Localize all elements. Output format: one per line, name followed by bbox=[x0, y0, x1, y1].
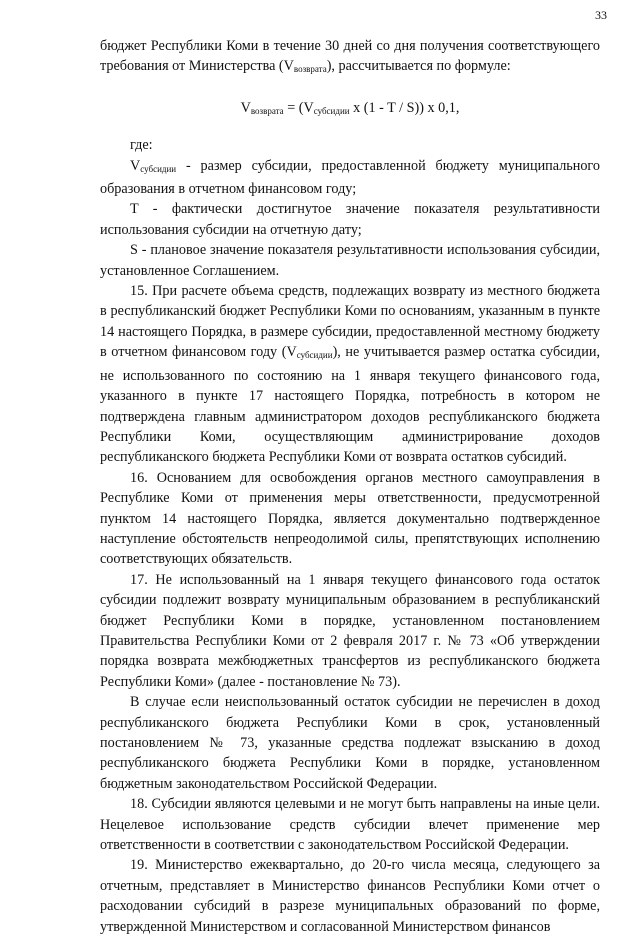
p15-subscript: субсидии bbox=[296, 350, 333, 361]
where-label: где: bbox=[130, 137, 153, 154]
intro-text: бюджет Республики Коми в течение 30 дней со дня получения соответствующего требования от Министерства (V bbox=[100, 38, 600, 75]
paragraph-17: 17. Не использованный на 1 января текущего финансового года остаток субсидии подлежит возврату муниципальным образованием в республиканский бюджет Республики Коми в порядке, установленном постановлением Правительства Республики Коми от 2 февраля 2017 г. № 73 «Об утверждении порядка возврата межбюджетных трансфертов из республиканского бюджета Республики Коми» (далее - постановление № 73). bbox=[100, 571, 600, 690]
formula bbox=[100, 98, 600, 121]
formula-sub-subsidy: субсидии bbox=[313, 105, 350, 116]
intro-subscript: возврата bbox=[293, 64, 327, 75]
formula-sub-return: возврата bbox=[250, 105, 284, 116]
formula-v: V bbox=[240, 99, 251, 116]
p15-text-b: ), не учитывается размер остатка субсидии, не использованного по состоянию на 1 января текущего финансового года, указанного в пункте 17 настоящего Порядка, потребность в котором не подтверждена главным администратором доходов республиканского бюджета Республики Коми, осуществляющим администрирование доходов республиканского бюджета Республики Коми от возврата остатков субсидий. bbox=[100, 344, 601, 466]
paragraph-16: 16. Основанием для освобождения органов местного самоуправления в Республике Коми от применения меры ответственности, предусмотренной пунктом 14 настоящего Порядка, является документально подтвержденное наступление обстоятельств непреодолимой силы, препятствующих исполнению соответствующих обязательств. bbox=[100, 469, 600, 568]
formula-eq: = (V bbox=[283, 99, 314, 116]
intro-tail: ), рассчитывается по формуле: bbox=[326, 58, 511, 75]
definition-v bbox=[100, 156, 600, 200]
intro-paragraph bbox=[100, 36, 600, 80]
definition-t: T - фактически достигнутое значение показателя результативности использования субсидии на отчетную дату; bbox=[100, 201, 600, 238]
def-v-subscript: субсидии bbox=[140, 163, 177, 174]
def-v-symbol: V bbox=[130, 157, 141, 174]
p15-text-a: 15. При расчете объема средств, подлежащих возврату из местного бюджета в республиканский бюджет Республики Коми по основаниям, указанным в пункте 14 настоящего Порядка, в размере субсидии, предоставленной местному бюджету в отчетном финансовом году (V bbox=[100, 283, 600, 361]
paragraph-19: 19. Министерство ежеквартально, до 20-го числа месяца, следующего за отчетным, представляет в Министерство финансов Республики Коми отчет о расходовании субсидий в разрезе муниципальных образований по форме, утвержденной Министерством и согласованной Министерством финансов bbox=[100, 857, 600, 935]
page-number: 33 bbox=[595, 8, 607, 22]
definition-s: S - плановое значение показателя результативности использования субсидии, установленное Соглашением. bbox=[100, 242, 600, 279]
paragraph-15 bbox=[100, 281, 600, 468]
document-body bbox=[100, 36, 600, 937]
paragraph-17b: В случае если неиспользованный остаток субсидии не перечислен в доход республиканского бюджета Республики Коми в срок, установленный постановлением № 73, указанные средства подлежат взысканию в доход республиканского бюджета Республики Коми в порядке, установленном бюджетным законодательством Российской Федерации. bbox=[100, 694, 600, 792]
paragraph-18: 18. Субсидии являются целевыми и не могут быть направлены на иные цели. Нецелевое использование средств субсидии влечет применение мер ответственности в соответствии с законодательством Российской Федерации. bbox=[100, 796, 600, 854]
def-v-text: - размер субсидии, предоставленной бюджету муниципального образования в отчетном финансовом году; bbox=[100, 157, 600, 198]
formula-rest: x (1 - T / S)) x 0,1, bbox=[349, 99, 460, 116]
